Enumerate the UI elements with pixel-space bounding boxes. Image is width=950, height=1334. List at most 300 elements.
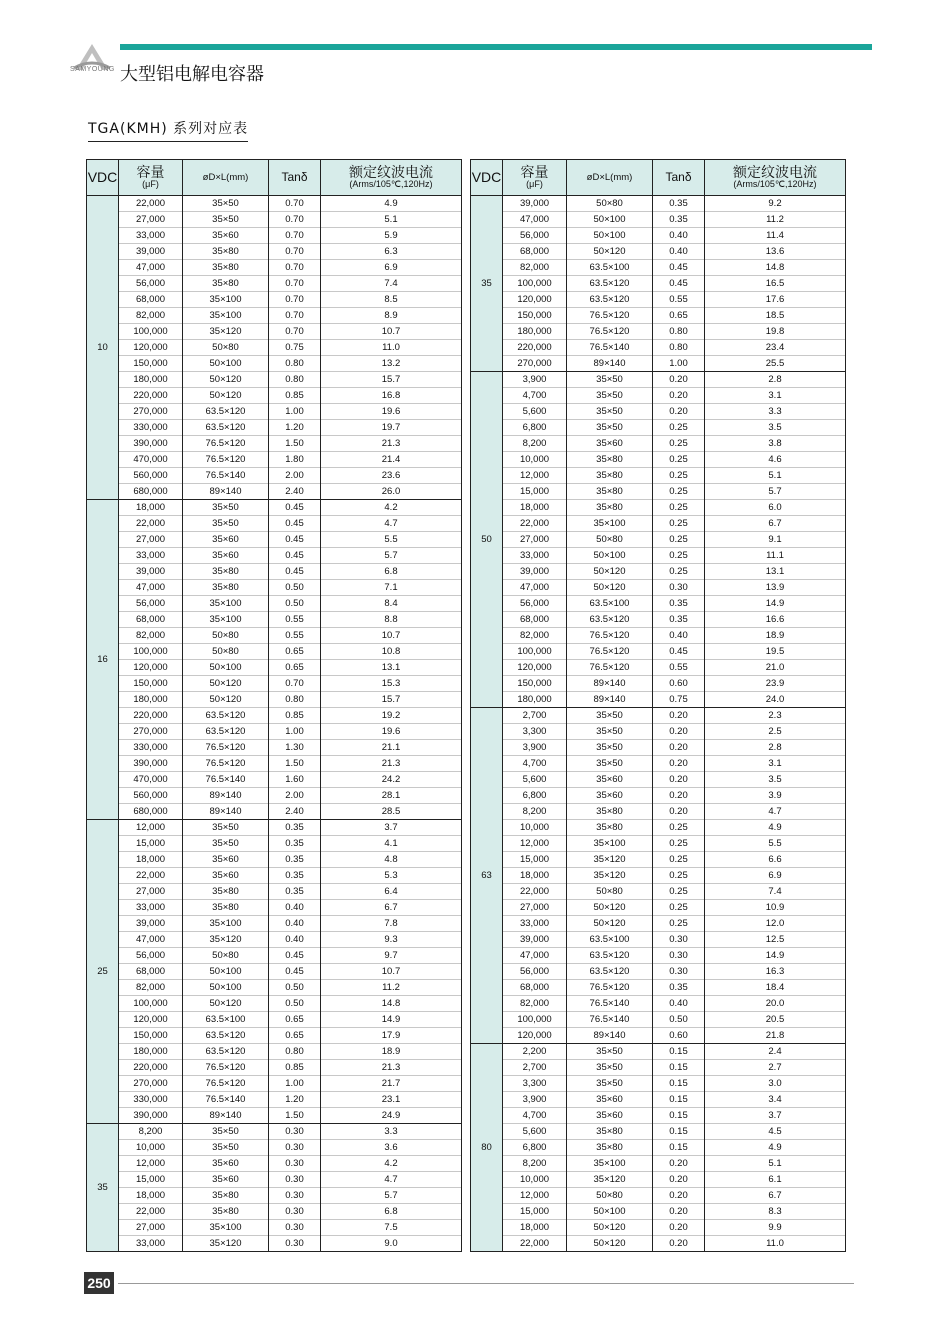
capacitance-cell: 220,000 <box>503 340 567 356</box>
tan-cell: 2.00 <box>269 468 321 484</box>
capacitance-cell: 33,000 <box>119 548 183 564</box>
capacitance-cell: 10,000 <box>503 820 567 836</box>
tan-cell: 0.50 <box>269 596 321 612</box>
dimension-cell: 50×100 <box>567 1204 653 1220</box>
capacitance-cell: 10,000 <box>503 1172 567 1188</box>
ripple-cell: 4.7 <box>705 804 846 820</box>
capacitance-cell: 47,000 <box>119 580 183 596</box>
table-row <box>471 228 846 244</box>
tan-cell: 0.15 <box>653 1140 705 1156</box>
samyoung-logo-icon <box>72 40 112 80</box>
table-row <box>87 548 462 564</box>
capacitance-cell: 56,000 <box>503 228 567 244</box>
capacitance-cell: 68,000 <box>503 244 567 260</box>
dimension-cell: 63.5×100 <box>567 596 653 612</box>
ripple-cell: 3.6 <box>321 1140 462 1156</box>
ripple-cell: 6.9 <box>705 868 846 884</box>
tan-cell: 0.45 <box>269 564 321 580</box>
dimension-cell: 35×80 <box>567 484 653 500</box>
ripple-cell: 5.9 <box>321 228 462 244</box>
ripple-cell: 6.7 <box>705 516 846 532</box>
table-row <box>471 292 846 308</box>
tan-cell: 0.70 <box>269 212 321 228</box>
tan-cell: 2.00 <box>269 788 321 804</box>
dimension-cell: 50×80 <box>567 532 653 548</box>
table-row <box>471 324 846 340</box>
table-row <box>471 1236 846 1252</box>
ripple-cell: 6.0 <box>705 500 846 516</box>
ripple-cell: 19.8 <box>705 324 846 340</box>
table-row <box>87 788 462 804</box>
capacitance-cell: 18,000 <box>119 500 183 516</box>
tan-cell: 0.85 <box>269 708 321 724</box>
capacitance-cell: 22,000 <box>119 196 183 212</box>
dimension-cell: 35×50 <box>183 212 269 228</box>
tan-cell: 0.35 <box>653 196 705 212</box>
ripple-cell: 18.5 <box>705 308 846 324</box>
capacitance-cell: 4,700 <box>503 388 567 404</box>
capacitance-cell: 100,000 <box>503 276 567 292</box>
capacitance-cell: 3,300 <box>503 1076 567 1092</box>
table-row <box>471 692 846 708</box>
ripple-cell: 14.8 <box>321 996 462 1012</box>
tan-cell: 0.80 <box>269 356 321 372</box>
capacitance-cell: 2,700 <box>503 1060 567 1076</box>
table-row <box>471 1220 846 1236</box>
tan-cell: 0.25 <box>653 916 705 932</box>
ripple-cell: 21.1 <box>321 740 462 756</box>
tan-cell: 2.40 <box>269 484 321 500</box>
capacitance-cell: 15,000 <box>503 852 567 868</box>
footer-rule <box>118 1283 854 1284</box>
tan-cell: 0.20 <box>653 1156 705 1172</box>
capacitance-cell: 68,000 <box>119 964 183 980</box>
col-ripple: 额定纹波电流 (Arms/105℃,120Hz) <box>705 160 846 196</box>
ripple-cell: 18.4 <box>705 980 846 996</box>
ripple-cell: 14.9 <box>705 948 846 964</box>
table-row <box>471 1204 846 1220</box>
tan-cell: 0.45 <box>653 644 705 660</box>
dimension-cell: 89×140 <box>183 484 269 500</box>
capacitance-cell: 5,600 <box>503 772 567 788</box>
capacitance-cell: 12,000 <box>503 1188 567 1204</box>
dimension-cell: 50×120 <box>567 900 653 916</box>
tan-cell: 0.20 <box>653 404 705 420</box>
table-row <box>471 884 846 900</box>
ripple-cell: 18.9 <box>705 628 846 644</box>
dimension-cell: 50×80 <box>183 628 269 644</box>
tan-cell: 0.15 <box>653 1108 705 1124</box>
table-row <box>87 820 462 836</box>
dimension-cell: 50×80 <box>567 196 653 212</box>
dimension-cell: 63.5×120 <box>183 1028 269 1044</box>
ripple-cell: 5.5 <box>321 532 462 548</box>
dimension-cell: 63.5×120 <box>183 724 269 740</box>
table-row <box>87 740 462 756</box>
brand-name: SAMYOUNG <box>70 66 115 73</box>
capacitance-cell: 15,000 <box>119 836 183 852</box>
dimension-cell: 35×80 <box>183 900 269 916</box>
dimension-cell: 35×50 <box>183 516 269 532</box>
ripple-cell: 6.4 <box>321 884 462 900</box>
ripple-cell: 28.5 <box>321 804 462 820</box>
dimension-cell: 35×100 <box>567 516 653 532</box>
dimension-cell: 50×120 <box>567 1236 653 1252</box>
dimension-cell: 50×80 <box>567 884 653 900</box>
tan-cell: 0.70 <box>269 676 321 692</box>
dimension-cell: 50×120 <box>567 564 653 580</box>
tan-cell: 0.85 <box>269 1060 321 1076</box>
table-row <box>87 1188 462 1204</box>
dimension-cell: 35×100 <box>183 596 269 612</box>
tan-cell: 0.25 <box>653 500 705 516</box>
tan-cell: 0.25 <box>653 484 705 500</box>
tan-cell: 0.55 <box>653 660 705 676</box>
capacitance-cell: 39,000 <box>503 564 567 580</box>
dimension-cell: 50×100 <box>567 548 653 564</box>
capacitance-cell: 330,000 <box>119 420 183 436</box>
tan-cell: 0.70 <box>269 228 321 244</box>
ripple-cell: 16.5 <box>705 276 846 292</box>
table-row <box>87 852 462 868</box>
capacitance-cell: 270,000 <box>119 1076 183 1092</box>
capacitance-cell: 330,000 <box>119 1092 183 1108</box>
ripple-cell: 3.7 <box>321 820 462 836</box>
table-row <box>471 1028 846 1044</box>
capacitance-cell: 100,000 <box>119 996 183 1012</box>
capacitance-cell: 22,000 <box>119 1204 183 1220</box>
dimension-cell: 35×50 <box>567 756 653 772</box>
table-row <box>87 1028 462 1044</box>
ripple-cell: 16.6 <box>705 612 846 628</box>
col-vdc: VDC <box>87 160 119 196</box>
capacitance-cell: 3,900 <box>503 1092 567 1108</box>
ripple-cell: 24.0 <box>705 692 846 708</box>
ripple-cell: 7.8 <box>321 916 462 932</box>
capacitance-cell: 3,300 <box>503 724 567 740</box>
tan-cell: 1.50 <box>269 436 321 452</box>
tan-cell: 0.20 <box>653 708 705 724</box>
table-row <box>471 804 846 820</box>
ripple-cell: 13.9 <box>705 580 846 596</box>
table-row <box>87 948 462 964</box>
table-row <box>471 276 846 292</box>
table-row <box>87 420 462 436</box>
ripple-cell: 16.8 <box>321 388 462 404</box>
tan-cell: 0.30 <box>653 964 705 980</box>
capacitance-cell: 47,000 <box>119 932 183 948</box>
capacitance-cell: 27,000 <box>119 212 183 228</box>
table-row <box>471 580 846 596</box>
dimension-cell: 63.5×100 <box>183 1012 269 1028</box>
ripple-cell: 13.1 <box>705 564 846 580</box>
ripple-cell: 17.9 <box>321 1028 462 1044</box>
ripple-cell: 21.4 <box>321 452 462 468</box>
tan-cell: 0.25 <box>653 820 705 836</box>
dimension-cell: 35×120 <box>183 932 269 948</box>
table-row <box>87 500 462 516</box>
dimension-cell: 89×140 <box>567 676 653 692</box>
capacitance-cell: 47,000 <box>503 948 567 964</box>
ripple-cell: 4.2 <box>321 1156 462 1172</box>
tan-cell: 0.20 <box>653 388 705 404</box>
dimension-cell: 35×60 <box>567 436 653 452</box>
col-capacitance: 容量 (μF) <box>503 160 567 196</box>
dimension-cell: 35×80 <box>567 820 653 836</box>
tan-cell: 0.25 <box>653 452 705 468</box>
capacitance-cell: 560,000 <box>119 468 183 484</box>
ripple-cell: 4.7 <box>321 1172 462 1188</box>
table-row <box>471 1172 846 1188</box>
capacitance-cell: 270,000 <box>119 724 183 740</box>
dimension-cell: 35×50 <box>567 372 653 388</box>
dimension-cell: 76.5×120 <box>567 644 653 660</box>
table-row <box>471 788 846 804</box>
dimension-cell: 35×80 <box>183 1204 269 1220</box>
dimension-cell: 50×120 <box>183 388 269 404</box>
table-row <box>471 420 846 436</box>
dimension-cell: 63.5×120 <box>183 1044 269 1060</box>
tan-cell: 0.35 <box>653 612 705 628</box>
col-ripple: 额定纹波电流 (Arms/105℃,120Hz) <box>321 160 462 196</box>
dimension-cell: 35×100 <box>183 916 269 932</box>
ripple-cell: 20.5 <box>705 1012 846 1028</box>
table-row <box>87 756 462 772</box>
tan-cell: 0.15 <box>653 1044 705 1060</box>
tan-cell: 0.25 <box>653 468 705 484</box>
tan-cell: 0.40 <box>269 900 321 916</box>
ripple-cell: 9.3 <box>321 932 462 948</box>
ripple-cell: 10.7 <box>321 628 462 644</box>
dimension-cell: 89×140 <box>567 356 653 372</box>
table-row <box>471 404 846 420</box>
tan-cell: 0.40 <box>653 228 705 244</box>
section-title: TGA(KMH) 系列对应表 <box>88 118 248 142</box>
tan-cell: 0.50 <box>653 1012 705 1028</box>
ripple-cell: 14.9 <box>705 596 846 612</box>
col-tan: Tanδ <box>653 160 705 196</box>
table-row <box>87 1140 462 1156</box>
dimension-cell: 89×140 <box>183 804 269 820</box>
ripple-cell: 21.3 <box>321 756 462 772</box>
table-row <box>471 868 846 884</box>
table-row <box>471 1012 846 1028</box>
ripple-cell: 10.7 <box>321 324 462 340</box>
ripple-cell: 13.2 <box>321 356 462 372</box>
table-row <box>87 532 462 548</box>
capacitance-cell: 100,000 <box>503 644 567 660</box>
page-number: 250 <box>84 1272 114 1294</box>
dimension-cell: 35×100 <box>183 1220 269 1236</box>
table-row <box>471 676 846 692</box>
dimension-cell: 50×120 <box>567 916 653 932</box>
table-row <box>87 308 462 324</box>
capacitance-cell: 4,700 <box>503 756 567 772</box>
tan-cell: 1.30 <box>269 740 321 756</box>
capacitance-cell: 120,000 <box>503 1028 567 1044</box>
spec-table-left <box>86 159 462 1252</box>
tan-cell: 0.70 <box>269 196 321 212</box>
tan-cell: 0.80 <box>269 692 321 708</box>
capacitance-cell: 220,000 <box>119 388 183 404</box>
ripple-cell: 5.7 <box>705 484 846 500</box>
tan-cell: 0.30 <box>269 1172 321 1188</box>
tan-cell: 0.20 <box>653 740 705 756</box>
dimension-cell: 35×50 <box>567 724 653 740</box>
dimension-cell: 35×60 <box>567 772 653 788</box>
ripple-cell: 4.7 <box>321 516 462 532</box>
table-row <box>87 340 462 356</box>
ripple-cell: 12.5 <box>705 932 846 948</box>
dimension-cell: 35×80 <box>183 1188 269 1204</box>
ripple-cell: 15.3 <box>321 676 462 692</box>
capacitance-cell: 12,000 <box>119 820 183 836</box>
table-row <box>471 340 846 356</box>
table-row <box>87 644 462 660</box>
ripple-cell: 10.9 <box>705 900 846 916</box>
dimension-cell: 35×60 <box>183 1156 269 1172</box>
dimension-cell: 50×120 <box>183 372 269 388</box>
capacitance-cell: 180,000 <box>503 692 567 708</box>
ripple-cell: 4.9 <box>705 820 846 836</box>
capacitance-cell: 10,000 <box>119 1140 183 1156</box>
capacitance-cell: 22,000 <box>503 1236 567 1252</box>
tan-cell: 0.20 <box>653 724 705 740</box>
tan-cell: 1.80 <box>269 452 321 468</box>
dimension-cell: 35×60 <box>567 1108 653 1124</box>
capacitance-cell: 100,000 <box>119 324 183 340</box>
ripple-cell: 6.7 <box>705 1188 846 1204</box>
capacitance-cell: 15,000 <box>119 1172 183 1188</box>
tan-cell: 0.40 <box>269 932 321 948</box>
ripple-cell: 2.7 <box>705 1060 846 1076</box>
capacitance-cell: 270,000 <box>503 356 567 372</box>
capacitance-cell: 82,000 <box>119 628 183 644</box>
ripple-cell: 9.7 <box>321 948 462 964</box>
table-row <box>471 500 846 516</box>
dimension-cell: 63.5×120 <box>567 276 653 292</box>
dimension-cell: 35×50 <box>183 196 269 212</box>
table-row <box>471 900 846 916</box>
table-row <box>471 980 846 996</box>
capacitance-cell: 150,000 <box>119 356 183 372</box>
dimension-cell: 76.5×140 <box>183 772 269 788</box>
capacitance-cell: 330,000 <box>119 740 183 756</box>
dimension-cell: 63.5×120 <box>567 948 653 964</box>
dimension-cell: 89×140 <box>567 1028 653 1044</box>
capacitance-cell: 82,000 <box>119 308 183 324</box>
table-row <box>87 1076 462 1092</box>
tan-cell: 0.35 <box>269 868 321 884</box>
tan-cell: 0.45 <box>269 500 321 516</box>
table-row <box>471 1188 846 1204</box>
tan-cell: 0.55 <box>269 628 321 644</box>
capacitance-cell: 27,000 <box>503 900 567 916</box>
tan-cell: 0.60 <box>653 1028 705 1044</box>
table-row <box>471 1156 846 1172</box>
ripple-cell: 23.1 <box>321 1092 462 1108</box>
dimension-cell: 50×120 <box>567 244 653 260</box>
dimension-cell: 63.5×120 <box>567 964 653 980</box>
ripple-cell: 8.8 <box>321 612 462 628</box>
tan-cell: 0.20 <box>653 1188 705 1204</box>
ripple-cell: 4.6 <box>705 452 846 468</box>
table-row <box>87 436 462 452</box>
tan-cell: 0.45 <box>653 260 705 276</box>
ripple-cell: 2.4 <box>705 1044 846 1060</box>
capacitance-cell: 6,800 <box>503 1140 567 1156</box>
tan-cell: 0.35 <box>653 596 705 612</box>
dimension-cell: 35×50 <box>567 1044 653 1060</box>
tan-cell: 0.30 <box>269 1204 321 1220</box>
dimension-cell: 35×80 <box>567 452 653 468</box>
dimension-cell: 76.5×140 <box>567 340 653 356</box>
dimension-cell: 50×100 <box>183 660 269 676</box>
ripple-cell: 6.8 <box>321 1204 462 1220</box>
dimension-cell: 35×100 <box>567 1156 653 1172</box>
table-row <box>471 948 846 964</box>
table-row <box>471 724 846 740</box>
tan-cell: 0.40 <box>653 244 705 260</box>
dimension-cell: 35×120 <box>567 852 653 868</box>
dimension-cell: 63.5×100 <box>567 932 653 948</box>
ripple-cell: 7.4 <box>321 276 462 292</box>
dimension-cell: 76.5×120 <box>183 436 269 452</box>
table-row <box>471 1108 846 1124</box>
dimension-cell: 35×60 <box>183 228 269 244</box>
capacitance-cell: 56,000 <box>119 596 183 612</box>
tan-cell: 0.25 <box>653 436 705 452</box>
tan-cell: 0.25 <box>653 852 705 868</box>
dimension-cell: 35×100 <box>567 836 653 852</box>
dimension-cell: 76.5×120 <box>183 740 269 756</box>
ripple-cell: 5.1 <box>705 1156 846 1172</box>
tan-cell: 0.80 <box>653 324 705 340</box>
dimension-cell: 50×100 <box>183 964 269 980</box>
capacitance-cell: 22,000 <box>503 884 567 900</box>
dimension-cell: 35×50 <box>567 1060 653 1076</box>
table-row <box>87 1108 462 1124</box>
tan-cell: 0.35 <box>269 852 321 868</box>
dimension-cell: 63.5×100 <box>567 260 653 276</box>
dimension-cell: 35×120 <box>567 1172 653 1188</box>
table-row <box>471 260 846 276</box>
capacitance-cell: 33,000 <box>119 1236 183 1252</box>
ripple-cell: 6.1 <box>705 1172 846 1188</box>
capacitance-cell: 68,000 <box>119 292 183 308</box>
table-row <box>87 708 462 724</box>
dimension-cell: 35×100 <box>183 292 269 308</box>
dimension-cell: 76.5×120 <box>567 308 653 324</box>
ripple-cell: 18.9 <box>321 1044 462 1060</box>
dimension-cell: 63.5×120 <box>183 708 269 724</box>
ripple-cell: 8.3 <box>705 1204 846 1220</box>
ripple-cell: 3.5 <box>705 420 846 436</box>
tan-cell: 0.75 <box>269 340 321 356</box>
dimension-cell: 76.5×140 <box>183 1092 269 1108</box>
tan-cell: 1.00 <box>269 724 321 740</box>
ripple-cell: 26.0 <box>321 484 462 500</box>
capacitance-cell: 180,000 <box>119 692 183 708</box>
tan-cell: 0.20 <box>653 772 705 788</box>
dimension-cell: 35×60 <box>183 532 269 548</box>
ripple-cell: 19.7 <box>321 420 462 436</box>
ripple-cell: 2.3 <box>705 708 846 724</box>
dimension-cell: 50×120 <box>567 1220 653 1236</box>
tan-cell: 0.30 <box>269 1220 321 1236</box>
voltage-cell: 10 <box>87 196 119 500</box>
tan-cell: 0.65 <box>269 644 321 660</box>
